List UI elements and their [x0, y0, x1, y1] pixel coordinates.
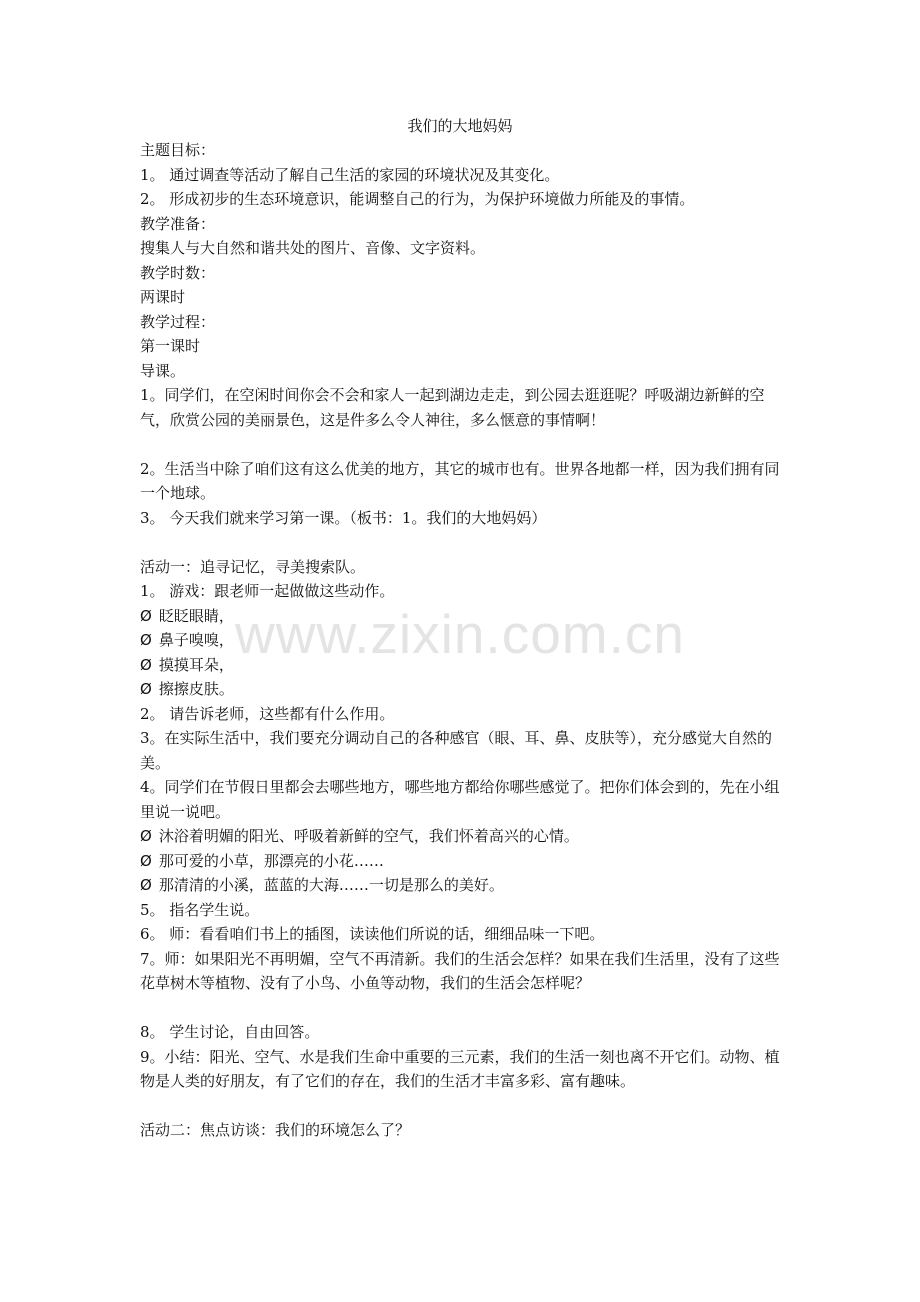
line-text: 2。生活当中除了咱们这有这么优美的地方，其它的城市也有。世界各地都一样，因为我们拥有同一个地球。 — [140, 459, 780, 502]
bullet-item — [140, 824, 785, 849]
bullet-item — [140, 873, 785, 898]
line-text: 活动一：追寻记忆，寻美搜索队。 — [140, 557, 366, 576]
line-text: 搜集人与大自然和谐共处的图片、音像、文字资料。 — [140, 239, 486, 257]
line-text: 那清清的小溪，蓝蓝的大海……一切是那么的美好。 — [158, 876, 504, 894]
text-line — [140, 236, 785, 261]
line-text: 8。 学生讨论，自由回答。 — [140, 1023, 320, 1041]
text-line — [140, 310, 785, 335]
blank-line — [140, 432, 785, 457]
bullet-item — [140, 653, 785, 678]
bullet-item — [140, 849, 785, 874]
line-text: 2。 形成初步的生态环境意识，能调整自己的行为，为保护环境做力所能及的事情。 — [140, 190, 695, 208]
line-text: 2。 请告诉老师，这些都有什么作用。 — [140, 704, 395, 723]
text-line — [140, 1045, 785, 1094]
line-text: 擦擦皮肤。 — [158, 680, 234, 698]
line-text: 5。 指名学生说。 — [140, 900, 260, 919]
text-line — [140, 702, 785, 727]
line-text: 1。同学们，在空闲时间你会不会和家人一起到湖边走走，到公园去逛逛呢？呼吸湖边新鲜的空气，欣赏公园的美丽景色，这是件多么令人神往，多么惬意的事情啊！ — [140, 386, 765, 429]
line-text: 两课时 — [140, 288, 186, 306]
line-text: 6。 师：看看咱们书上的插图，读读他们所说的话，细细品味一下吧。 — [140, 925, 605, 943]
bullet-item — [140, 677, 785, 702]
line-text: 导课。 — [140, 361, 186, 380]
bullet-item — [140, 604, 785, 629]
line-text: 4。同学们在节假日里都会去哪些地方，哪些地方都给你哪些感觉了。把你们体会到的，先在小组里说一说吧。 — [140, 778, 780, 821]
line-text: 眨眨眼睛， — [158, 606, 234, 625]
line-text: 9。小结：阳光、空气、水是我们生命中重要的三元素，我们的生活一刻也离不开它们。动物、植物是人类的好朋友，有了它们的存在，我们的生活才丰富多彩、富有趣味。 — [140, 1047, 780, 1090]
text-line — [140, 334, 785, 359]
text-line — [140, 726, 785, 775]
line-text: 教学过程： — [140, 312, 216, 331]
bullet-symbol: Ø — [140, 655, 152, 674]
text-line — [140, 187, 785, 212]
blank-line — [140, 530, 785, 555]
bullet-symbol: Ø — [140, 827, 152, 845]
watermark: www.zixin.com.cn — [235, 603, 685, 665]
text-line — [140, 898, 785, 923]
text-line — [140, 1118, 785, 1143]
text-line — [140, 138, 785, 163]
line-text: 沐浴着明媚的阳光、呼吸着新鲜的空气，我们怀着高兴的心情。 — [158, 827, 579, 845]
text-line — [140, 457, 785, 506]
bullet-symbol: Ø — [140, 876, 152, 894]
text-line — [140, 1020, 785, 1045]
line-text: 教学准备： — [140, 214, 216, 233]
bullet-symbol: Ø — [140, 680, 152, 698]
line-text: 教学时数： — [140, 263, 216, 282]
text-line — [140, 775, 785, 824]
text-line — [140, 922, 785, 947]
line-text: 那可爱的小草，那漂亮的小花…… — [158, 851, 384, 870]
line-text: 1。 通过调查等活动了解自己生活的家园的环境状况及其变化。 — [140, 165, 560, 184]
line-text: 1。 游戏：跟老师一起做做这些动作。 — [140, 582, 395, 600]
bullet-symbol: Ø — [140, 606, 152, 625]
text-line — [140, 359, 785, 384]
line-text: 鼻子嗅嗅， — [158, 631, 234, 649]
line-text: 主题目标： — [140, 141, 216, 159]
bullet-item — [140, 628, 785, 653]
text-line — [140, 285, 785, 310]
blank-line — [140, 1094, 785, 1119]
line-text: 第一课时 — [140, 337, 201, 355]
text-line — [140, 163, 785, 188]
line-text: 3。在实际生活中，我们要充分调动自己的各种感官（眼、耳、鼻、皮肤等），充分感觉大自然的美。 — [140, 729, 773, 772]
line-text: 3。 今天我们就来学习第一课。（板书：1。我们的大地妈妈） — [140, 508, 547, 527]
text-line — [140, 555, 785, 580]
document-title: 我们的大地妈妈 — [407, 117, 513, 135]
line-text: 活动二：焦点访谈：我们的环境怎么了？ — [140, 1121, 411, 1139]
text-line — [140, 506, 785, 531]
bullet-symbol: Ø — [140, 631, 152, 649]
line-text: 摸摸耳朵， — [158, 655, 234, 674]
bullet-symbol: Ø — [140, 851, 152, 870]
line-text: 7。师：如果阳光不再明媚，空气不再清新。我们的生活会怎样？如果在我们生活里，没有了这些花草树木等植物、没有了小鸟、小鱼等动物，我们的生活会怎样呢？ — [140, 949, 780, 992]
text-line — [140, 947, 785, 996]
blank-line — [140, 996, 785, 1021]
document-body — [140, 138, 785, 1143]
text-line — [140, 579, 785, 604]
text-line — [140, 383, 785, 432]
text-line — [140, 261, 785, 286]
text-line — [140, 212, 785, 237]
